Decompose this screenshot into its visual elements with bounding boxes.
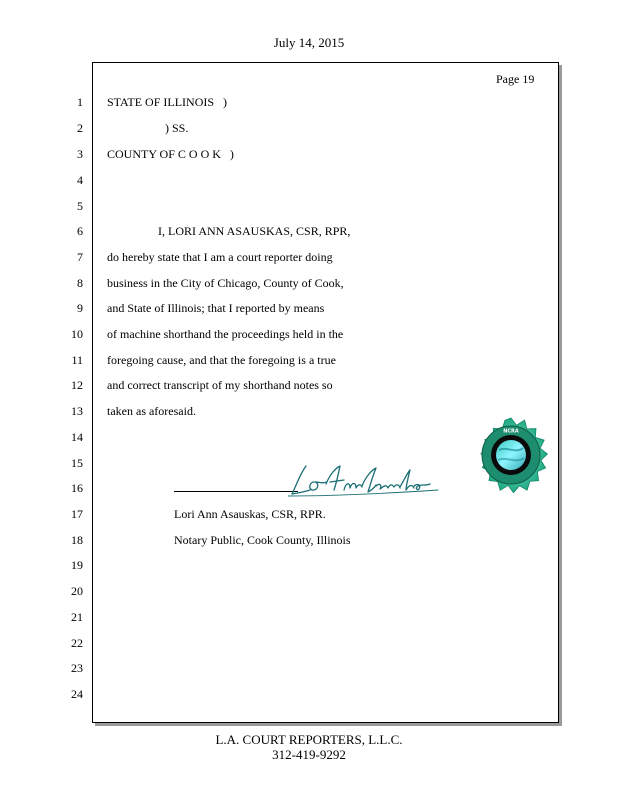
line-number: 9 — [77, 301, 83, 315]
transcript-line: COUNTY OF C O O K ) — [107, 147, 234, 161]
transcript-line: business in the City of Chicago, County of Cook, — [107, 276, 344, 290]
line-number: 20 — [71, 584, 83, 598]
line-number: 15 — [71, 456, 83, 470]
footer-company: L.A. COURT REPORTERS, L.L.C. — [215, 732, 403, 747]
line-number: 3 — [77, 147, 83, 161]
transcript-line: do hereby state that I am a court reporter doing — [107, 250, 333, 264]
line-number: 23 — [71, 661, 83, 675]
line-number: 7 — [77, 250, 83, 264]
transcript-line: STATE OF ILLINOIS ) — [107, 95, 228, 109]
line-number: 21 — [71, 610, 83, 624]
line-number: 5 — [77, 199, 83, 213]
line-number: 14 — [71, 430, 83, 444]
handwritten-signature — [288, 460, 440, 505]
line-number: 22 — [71, 636, 83, 650]
line-number: 24 — [71, 687, 83, 701]
line-number: 13 — [71, 404, 83, 418]
line-number: 6 — [77, 224, 83, 238]
line-number: 17 — [71, 507, 83, 521]
line-number: 11 — [71, 353, 83, 367]
line-number: 1 — [77, 95, 83, 109]
line-number: 2 — [77, 121, 83, 135]
line-number: 12 — [71, 378, 83, 392]
transcript-line: and State of Illinois; that I reported by means — [107, 301, 325, 315]
seal-text: NCRA — [503, 428, 519, 435]
footer-phone: 312-419-9292 — [272, 747, 346, 762]
transcript-line: taken as aforesaid. — [107, 404, 196, 418]
transcript-line: ) SS. — [165, 121, 189, 135]
notary-title: Notary Public, Cook County, Illinois — [174, 533, 351, 547]
header-date: July 14, 2015 — [273, 35, 345, 50]
line-number: 4 — [77, 173, 83, 187]
certification-seal-icon — [466, 410, 556, 500]
line-number: 19 — [71, 558, 83, 572]
transcript-line: I, LORI ANN ASAUSKAS, CSR, RPR, — [158, 224, 351, 238]
signature-line — [174, 491, 298, 492]
line-number: 10 — [71, 327, 83, 341]
transcript-line: and correct transcript of my shorthand notes so — [107, 378, 333, 392]
page-number: Page 19 — [496, 72, 535, 86]
transcript-line: of machine shorthand the proceedings held in the — [107, 327, 344, 341]
line-number: 8 — [77, 276, 83, 290]
transcript-line: foregoing cause, and that the foregoing is a true — [107, 353, 336, 367]
reporter-name: Lori Ann Asauskas, CSR, RPR. — [174, 507, 326, 521]
line-number: 16 — [71, 481, 83, 495]
line-number: 18 — [71, 533, 83, 547]
